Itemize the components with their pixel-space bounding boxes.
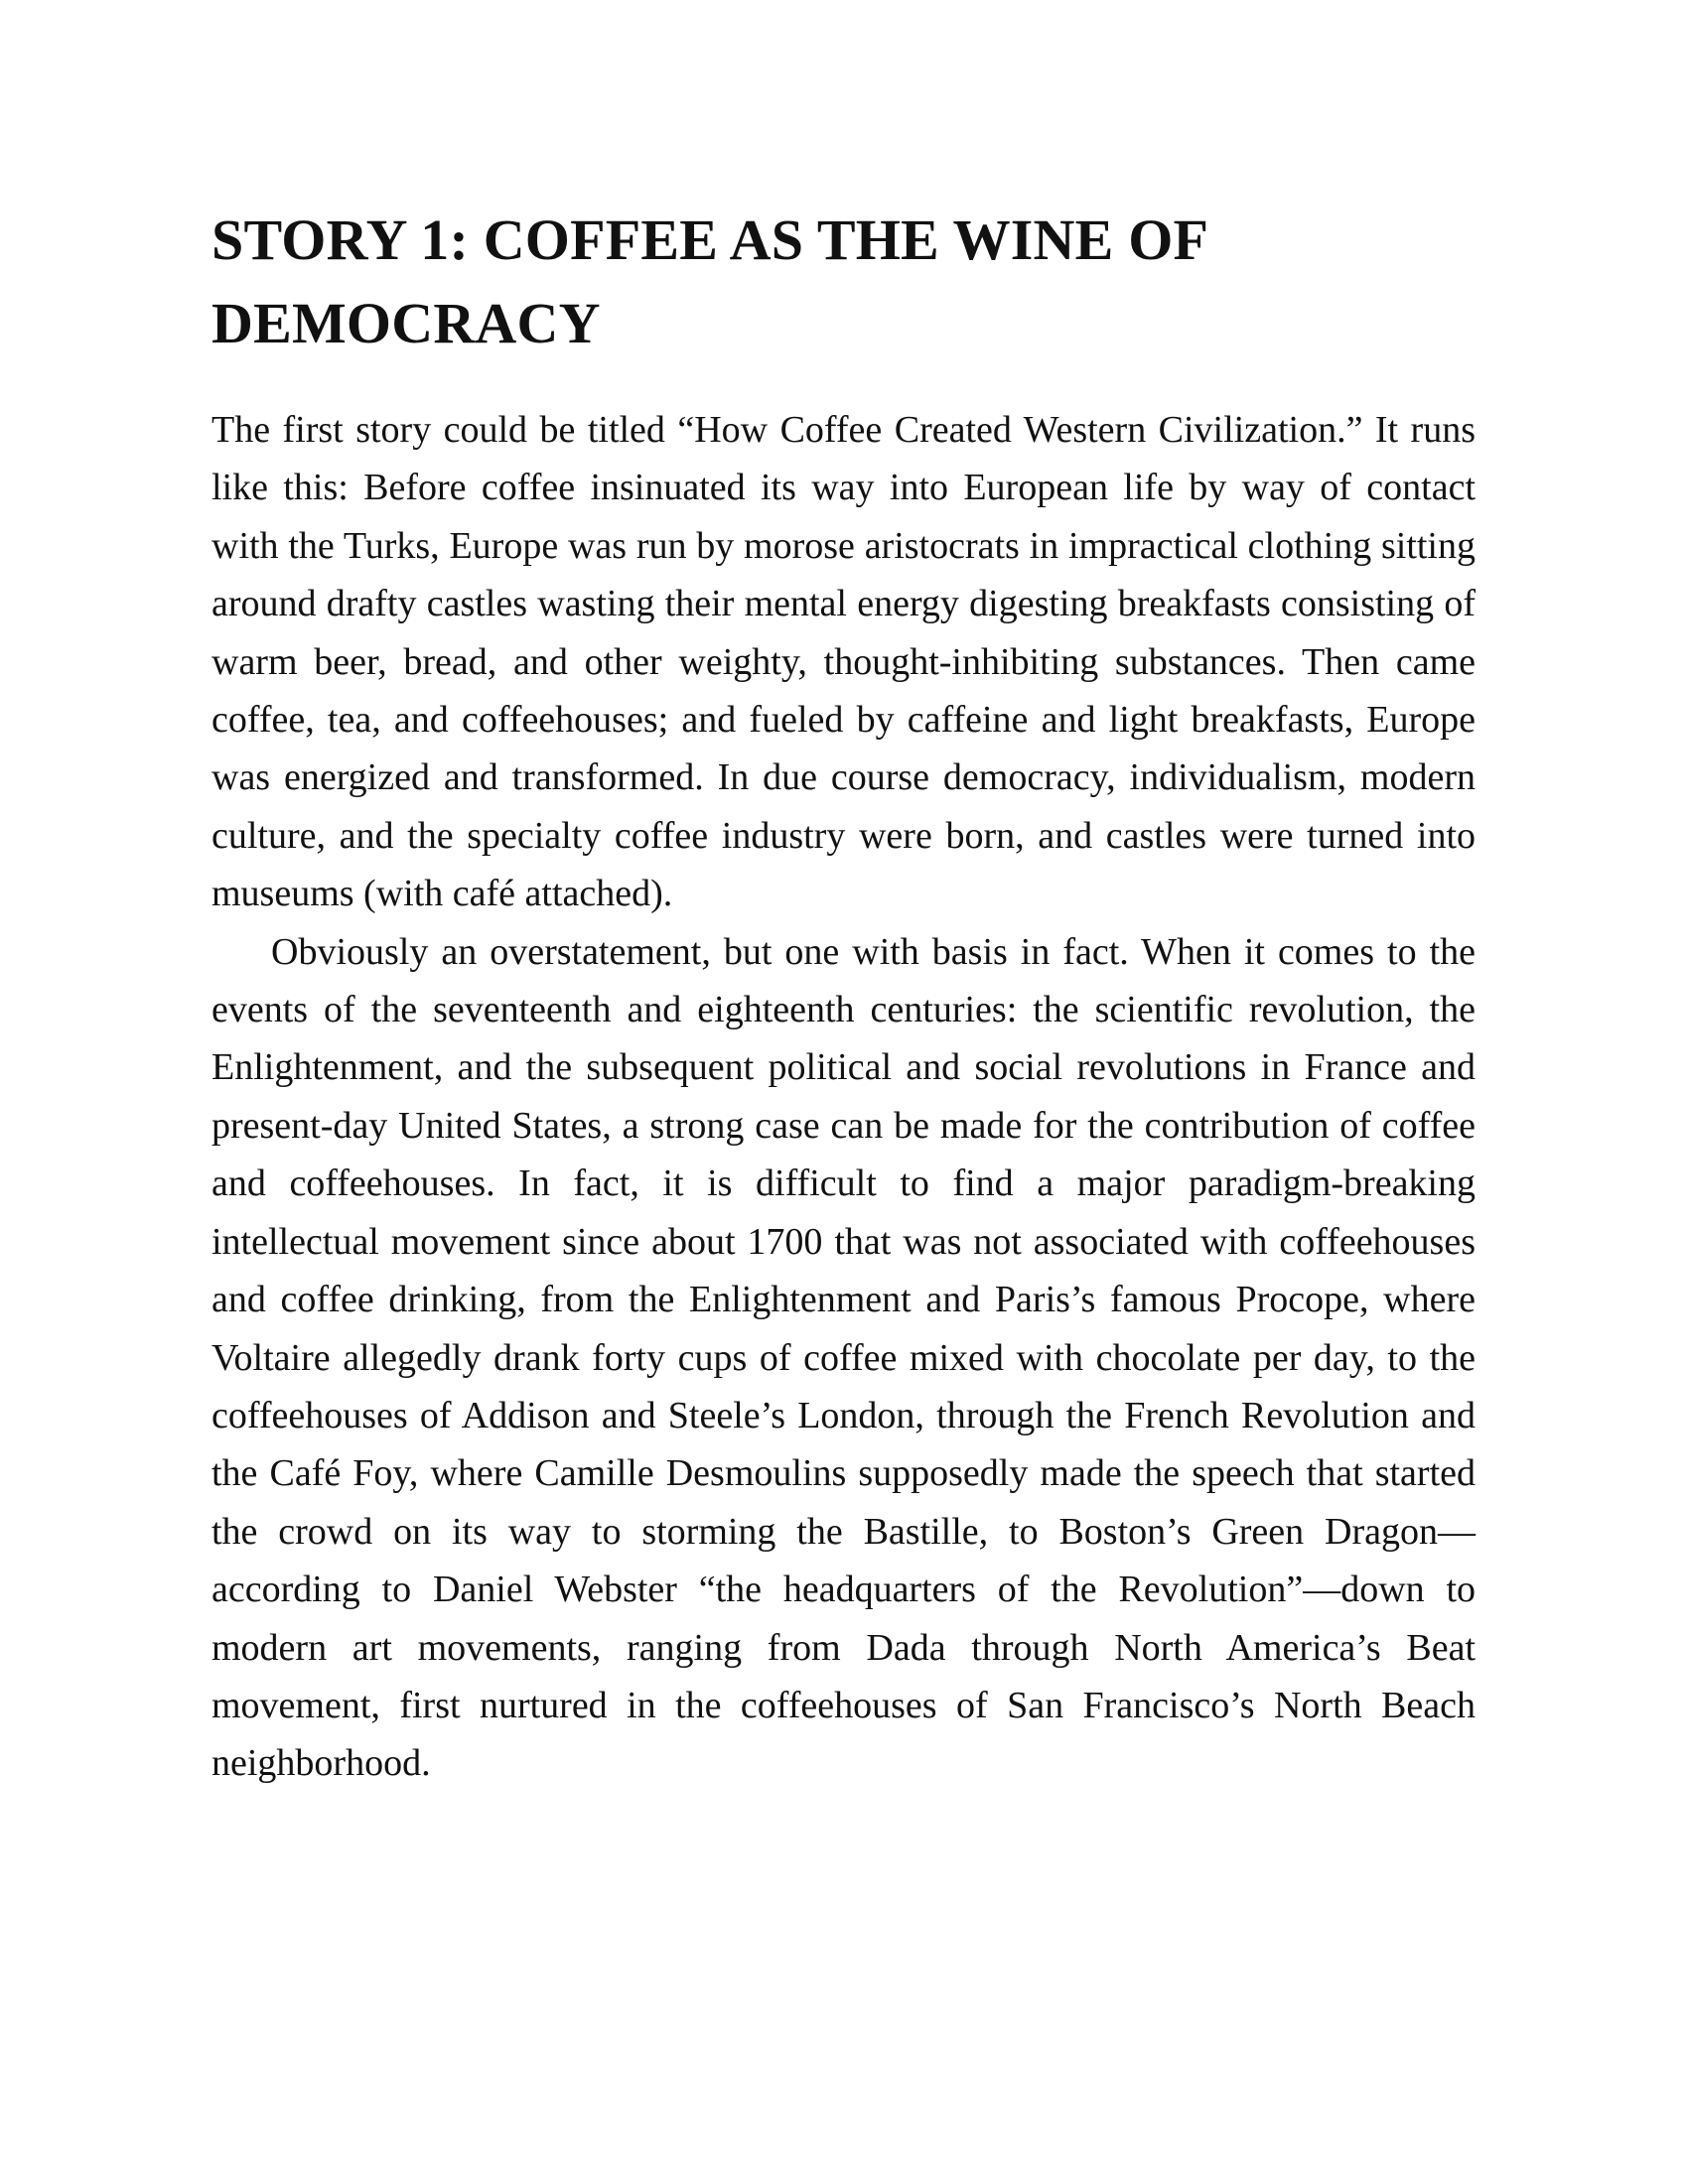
- document-page: [211, 199, 1476, 1793]
- paragraph-2: Obviously an overstatement, but one with basis in fact. When it comes to the events of the seventeenth and eighteenth centuries: the scientific revolution, the Enlightenment, and the subsequent political and social revolutions in France and present-day United States, a strong case can be made for the contribution of coffee and coffeehouses. In fact, it is difficult to find a major paradigm-breaking intellectual movement since about 1700 that was not associated with coffeehouses and coffee drinking, from the Enlightenment and Paris’s famous Procope, where Voltaire allegedly drank forty cups of coffee mixed with chocolate per day, to the coffeehouses of Addison and Steele’s London, through the French Revolution and the Café Foy, where Camille Desmoulins supposedly made the speech that started the crowd on its way to storming the Bastille, to Boston’s Green Dragon—according to Daniel Webster “the headquarters of the Revolution”—down to modern art movements, ranging from Dada through North America’s Beat movement, first nurtured in the coffeehouses of San Francisco’s North Beach neighborhood.: [211, 930, 1476, 1785]
- chapter-title: STORY 1: COFFEE AS THE WINE OF DEMOCRACY: [211, 207, 1206, 355]
- paragraph-1: The first story could be titled “How Coffee Created Western Civilization.” It runs like this: Before coffee insinuated its way into European life by way of contact with the Turks, Europe was run by morose aristocrats in impractical clothing sitting around drafty castles wasting their mental energy digesting breakfasts consisting of warm beer, bread, and other weighty, thought-inhibiting substances. Then came coffee, tea, and coffeehouses; and fueled by caffeine and light breakfasts, Europe was energized and transformed. In due course democracy, individualism, modern culture, and the specialty coffee industry were born, and castles were turned into museums (with café attached).: [211, 409, 1476, 915]
